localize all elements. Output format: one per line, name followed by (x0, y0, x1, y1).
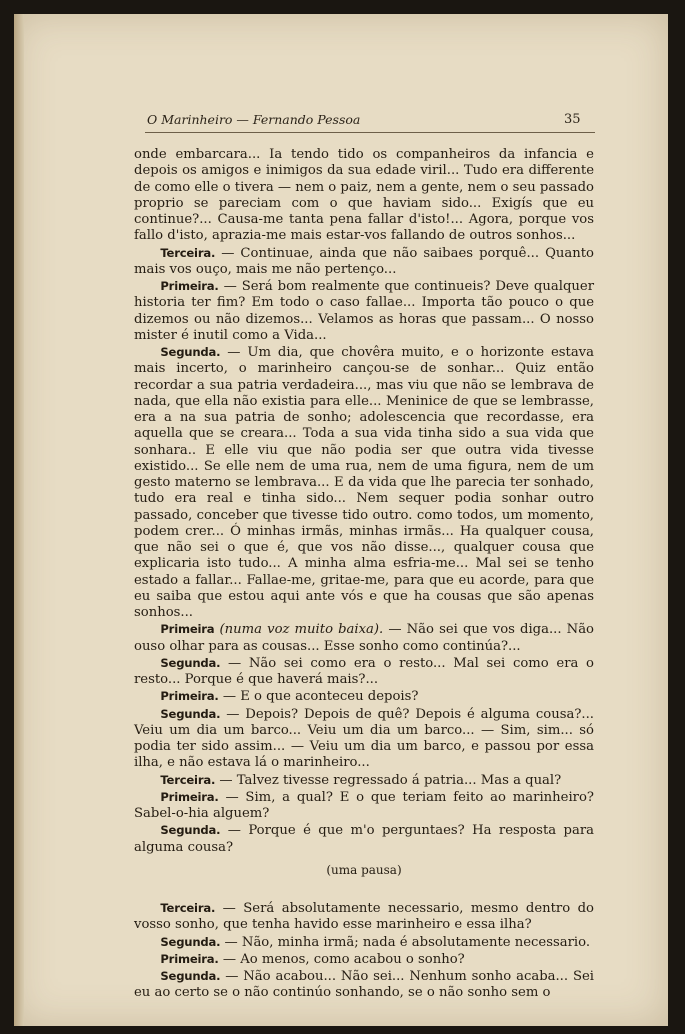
speaker-name: Primeira. (160, 951, 219, 966)
dialogue-line (134, 951, 594, 968)
paragraph: onde embarcara... Ia tendo tido os companheiros da infancia e depois os amigos e inimigos da sua edade viril... Tudo era differente de como elle o tivera — nem o paiz, nem a gente, nem o seu passado proprio se pareciam com o que haviam sido... Exigís que eu continue?... Causa-me tanta pena fallar d'isto!... Agora, porque vos fallo d'isto, aprazia-me mais estar-vos fallando de outros sonhos... (134, 147, 594, 244)
dialogue-line (134, 900, 594, 934)
speaker-name: Terceira. (160, 901, 216, 915)
dialogue-line (134, 772, 594, 789)
dialogue-text: — Não, minha irmã; nada é absolutamente necessario. (220, 934, 591, 950)
dialogue-text: — Talvez tivesse regressado á patria... Mas a qual? (215, 772, 562, 788)
speaker-name: Segunda. (160, 655, 221, 670)
speaker-name: Segunda. (160, 969, 221, 983)
stage-pause: (uma pausa) (326, 862, 402, 877)
speaker-name: Terceira. (160, 245, 216, 260)
speaker-name: Segunda. (160, 823, 221, 838)
page-number: 35 (564, 112, 581, 127)
speaker-name: Primeira. (160, 689, 219, 704)
dialogue-text: — Será absolutamente necessario, mesmo dentro do vosso sonho, que tenha havido esse marinheiro e essa ilha? (134, 901, 594, 933)
dialogue-line (134, 245, 594, 279)
dialogue-text: — Depois? Depois de quê? Depois é alguma cousa?... Veiu um dia um barco... Veiu um dia um barco... — Sim, sim... só podia ter sido assim... — Veiu um dia um barco, e passou por essa ilha, e não estava lá o marinheiro... (134, 706, 594, 771)
speaker-name: Primeira. (160, 789, 219, 804)
dialogue-text: — Porque é que m'o perguntaes? Ha resposta para alguma cousa? (134, 823, 594, 855)
dialogue-text: — Será bom realmente que continueis? Deve qualquer historia ter fim? Em todo o caso fallae... Importa tão pouco o que dizemos ou não dizemos... Velamos as horas que passam... O nosso mister é inutil como a Vida... (134, 279, 594, 343)
speaker-name: Primeira. (160, 279, 219, 293)
page-spine (14, 14, 24, 1026)
speaker-name: Segunda. (160, 345, 221, 359)
dialogue-text: — Não sei que vos diga... Não ouso olhar para as cousas... Esse sonho como continúa?... (134, 622, 594, 654)
speaker-name: Segunda. (160, 934, 221, 949)
dialogue-line (134, 655, 594, 689)
dialogue-text: — Não sei como era o resto... Mal sei como era o resto... Porque é que haverá mais?... (134, 655, 594, 687)
dialogue-line (134, 706, 594, 772)
running-title: O Marinheiro — Fernando Pessoa (147, 112, 361, 127)
dialogue-line (134, 934, 594, 951)
stage-direction: (numa voz muito baixa). (214, 622, 384, 638)
dialogue-line (134, 278, 594, 344)
dialogue-text: — E o que aconteceu depois? (218, 689, 419, 705)
dialogue-text: — Sim, a qual? E o que teriam feito ao marinheiro? Sabel-o-hia alguem? (134, 789, 594, 821)
speaker-name: Primeira (160, 622, 215, 637)
dialogue-line (134, 789, 594, 823)
dialogue-text: — Continuae, ainda que não saibaes porquê... Quanto mais vos ouço, mais me não pertenço... (134, 245, 594, 277)
dialogue-line (134, 822, 594, 856)
header-rule (145, 132, 595, 133)
book-page (14, 14, 668, 1026)
dialogue-text: — Não acabou... Não sei... Nenhum sonho acaba... Sei eu ao certo se o não continúo sonhando, se o não sonho sem o (134, 969, 594, 1001)
speaker-name: Segunda. (160, 706, 221, 721)
dialogue-line (134, 344, 594, 621)
dialogue-line (134, 621, 594, 655)
dialogue-text: — Ao menos, como acabou o sonho? (218, 951, 465, 967)
speaker-name: Terceira. (160, 772, 216, 787)
dialogue-text: — Um dia, que chovêra muito, e o horizonte estava mais incerto, o marinheiro cançou-se de sonhar... Quiz então recordar a sua patria verdadeira..., mas viu que não se lembrava de nada, que ella não existia para elle... Meninice de que se lembrasse, era a na sua patria de sonho; adolescencia que recordasse, era aquella que se creara... Toda a sua vida tinha sido a sua vida que sonhara.. E elle viu que não podia ser que outra vida tivesse existido... Se elle nem de uma rua, nem de uma figura, nem de um gesto materno se lembrava... E da vida que lhe parecia ter sonhado, tudo era real e tinha sido... Nem sequer podia sonhar outro passado, conceber que tivesse tido outro. como todos, um momento, podem crer... Ó minhas irmãs, minhas irmãs... Ha qualquer cousa, que não sei o que é, que vos não disse..., qualquer cousa que explicaria isto tudo... A minha alma esfria-me... Mal sei se tenho estado a fallar... Fallae-me, gritae-me, para que eu acorde, para que eu saiba que estou aqui ante vós e que ha cousas que são apenas sonhos... (134, 345, 594, 620)
page-text (134, 147, 594, 1002)
dialogue-line (134, 968, 594, 1002)
dialogue-line (134, 688, 594, 705)
